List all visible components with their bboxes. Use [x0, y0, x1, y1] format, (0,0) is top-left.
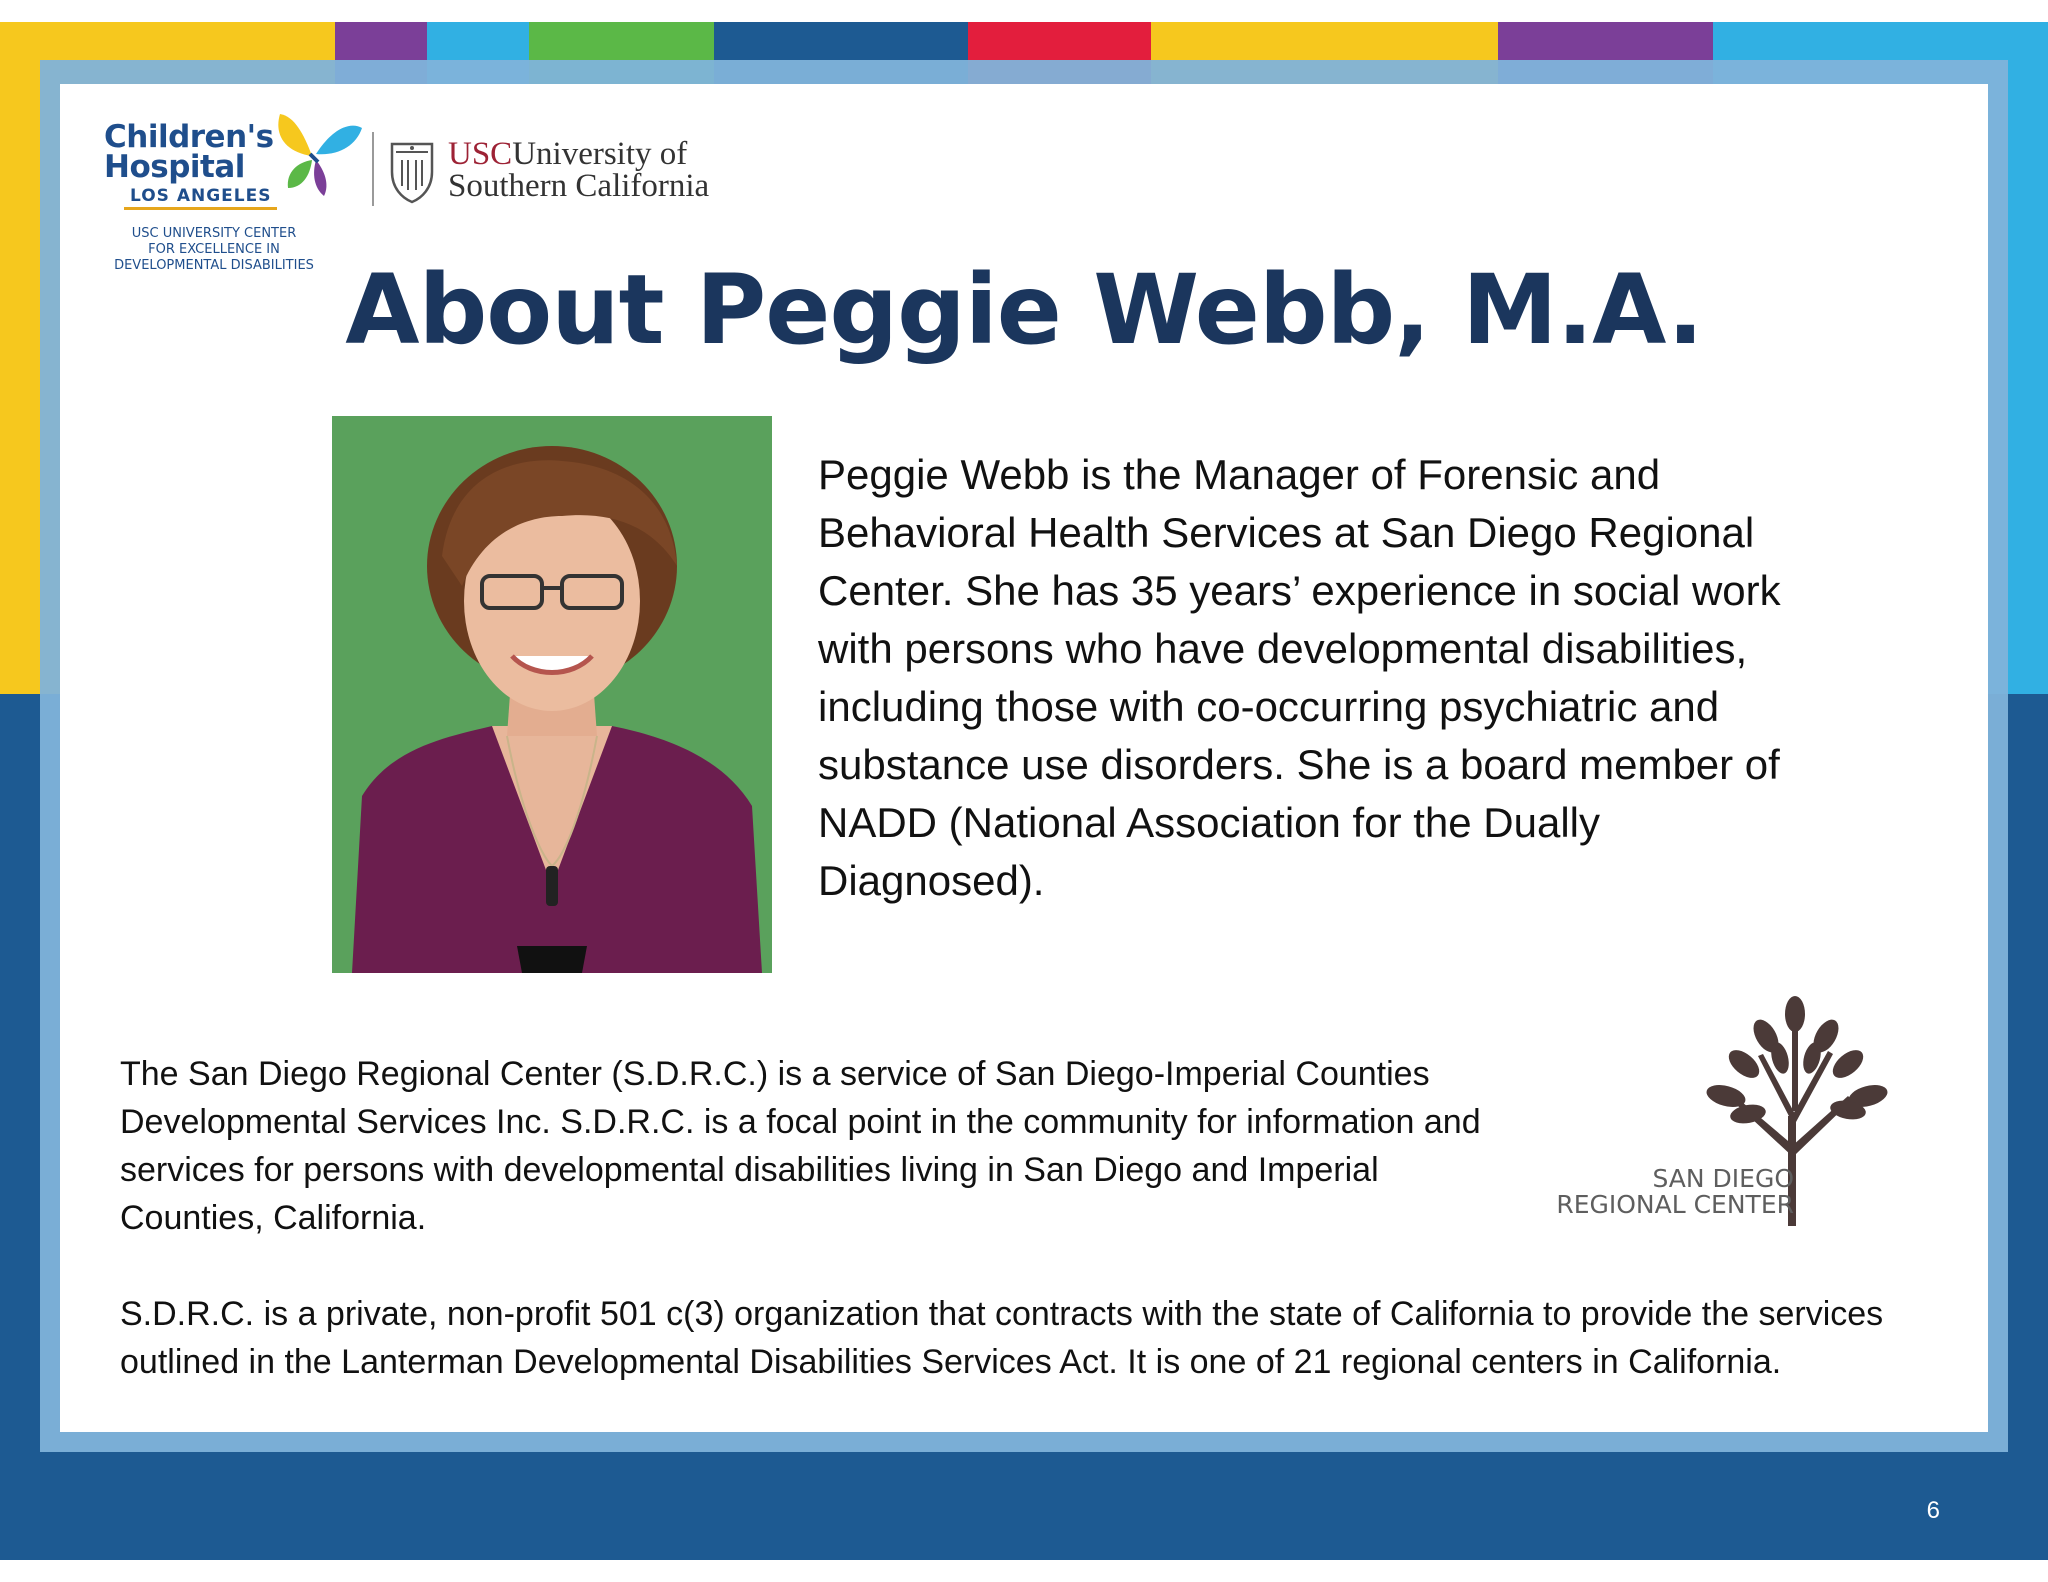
sdrc-organization-text: S.D.R.C. is a private, non-profit 501 c(3) organization that contracts with the state of California to provide the services outlined in the Lanterman Developmental Disabilities Services Act. It is one of 21 regional centers in California.	[120, 1295, 1884, 1381]
chla-ucedd-line2: FOR EXCELLENCE IN	[148, 242, 280, 257]
chla-city: LOS ANGELES	[124, 186, 277, 210]
usc-university: University of	[512, 136, 688, 172]
chla-ucedd-line1: USC UNIVERSITY CENTER	[131, 226, 297, 241]
bottom-margin	[0, 1560, 2048, 1582]
portrait-photo	[332, 416, 772, 973]
page-title: About Peggie Webb, M.A.	[345, 254, 1703, 366]
sdrc-line1: SAN DIEGO	[1652, 1164, 1794, 1193]
usc-line2: Southern California	[448, 168, 710, 204]
chla-name	[104, 119, 274, 185]
portrait-illustration	[332, 416, 772, 973]
usc-logo	[388, 136, 708, 208]
logo-divider	[372, 132, 374, 206]
bio-text: Peggie Webb is the Manager of Forensic and Behavioral Health Services at San Diego Regional Center. She has 35 years’ experience in social work with persons who have developmental disabilities, including those with co-occurring psychiatric and substance use disorders. She is a board member of NADD (National Association for the Dually Diagnosed).	[818, 451, 1781, 904]
butterfly-icon	[264, 104, 364, 204]
sdrc-name	[1548, 1166, 1794, 1218]
page-number: 6	[1926, 1497, 1940, 1524]
usc-line1	[448, 138, 709, 170]
sdrc-description: The San Diego Regional Center (S.D.R.C.) is a service of San Diego-Imperial Counties Developmental Services Inc. S.D.R.C. is a focal point in the community for information and services for persons with developmental disabilities living in San Diego and Imperial Counties, California.	[120, 1055, 1481, 1237]
usc-abbrev: USC	[448, 136, 513, 172]
usc-seal-icon	[388, 138, 436, 204]
sdrc-logo	[1548, 996, 1908, 1226]
chla-name-line1: Children's	[104, 119, 274, 155]
usc-text	[448, 138, 709, 202]
chla-ucedd-text	[104, 226, 324, 274]
chla-name-line2: Hospital	[104, 149, 245, 185]
sdrc-line2: REGIONAL CENTER	[1556, 1190, 1794, 1219]
chla-ucedd-line3: DEVELOPMENTAL DISABILITIES	[114, 258, 314, 273]
